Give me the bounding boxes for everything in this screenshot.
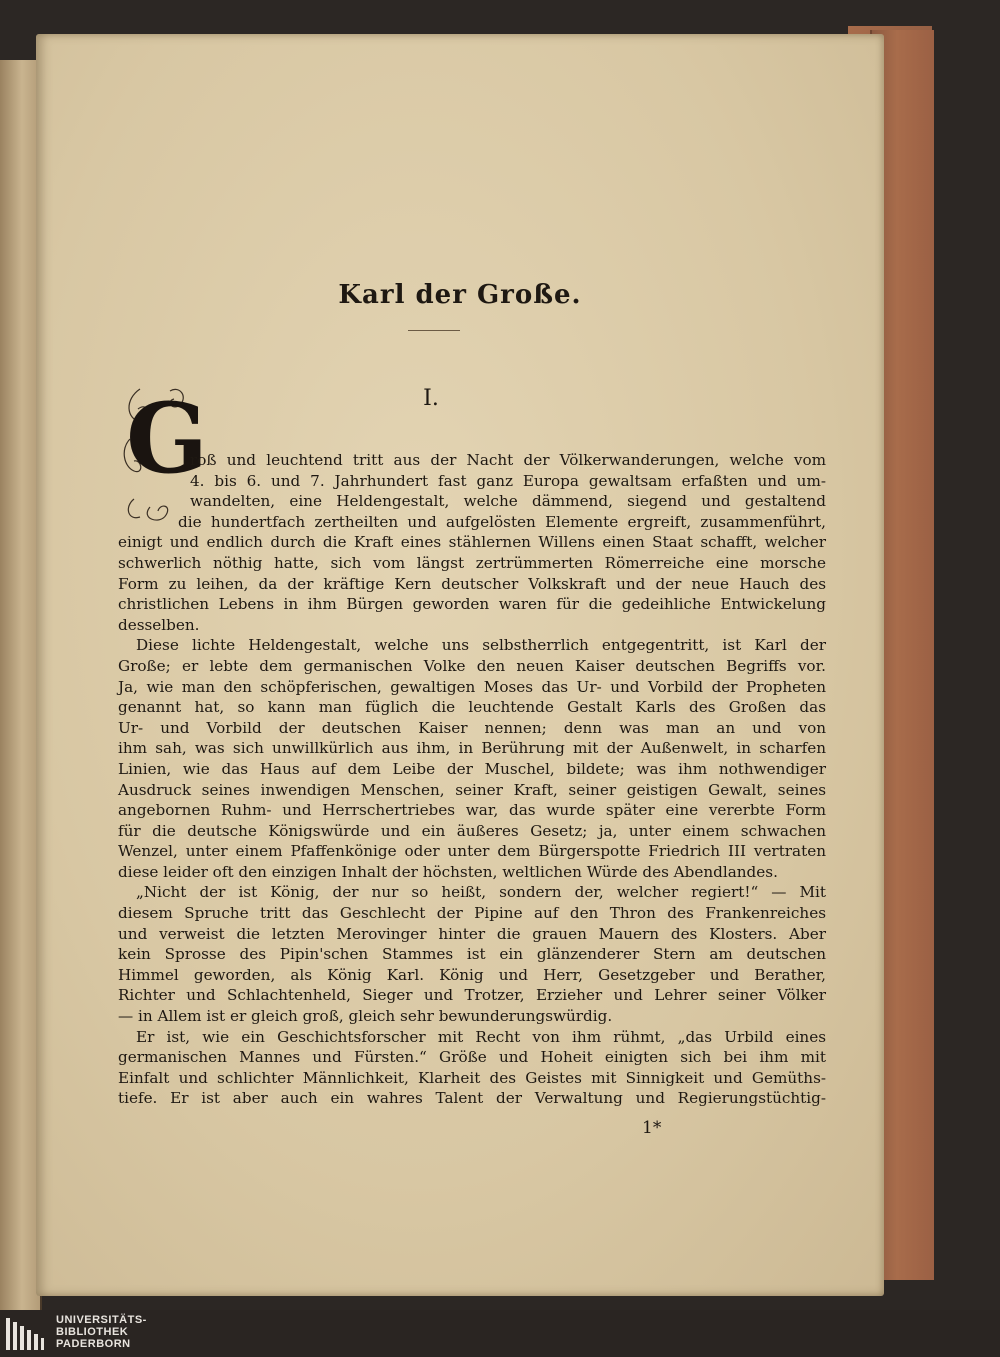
text-line: Er ist, wie ein Geschichtsforscher mit Recht von ihm rühmt, „das Urbild eines	[136, 1027, 826, 1046]
text-line: „Nicht der ist König, der nur so heißt, sondern der, welcher regiert!“ — Mit	[136, 883, 826, 902]
text-line: tiefe. Er ist aber auch ein wahres Talent der Verwaltung und Regierungstüchtig-	[118, 1089, 826, 1108]
text-line: Richter und Schlachtenheld, Sieger und Trotzer, Erzieher und Lehrer seiner Völker	[118, 986, 826, 1005]
text-line: kein Sprosse des Pipin'schen Stammes ist ein glänzenderer Stern am deutschen	[118, 945, 826, 964]
text-line: wandelten, eine Heldengestalt, welche dämmend, siegend und gestaltend	[190, 492, 826, 511]
text-line: diese leider oft den einzigen Inhalt der höchsten, weltlichen Würde des Abendlandes.	[118, 862, 778, 881]
text-line: und verweist die letzten Merovinger hinter die grauen Mauern des Klosters. Aber	[118, 924, 826, 943]
text-line: Einfalt und schlichter Männlichkeit, Klarheit des Geistes mit Sinnigkeit und Gemüths-	[118, 1068, 826, 1087]
title-divider	[408, 330, 460, 331]
initial-letter: G	[126, 382, 208, 495]
text-line: Diese lichte Heldengestalt, welche uns selbstherrlich entgegentritt, ist Karl der	[136, 636, 826, 655]
page-signature: 1*	[642, 1118, 662, 1138]
text-line: Ausdruck seines inwendigen Menschen, seiner Kraft, seiner geistigen Gewalt, seines	[118, 780, 826, 799]
text-line: desselben.	[118, 615, 200, 634]
text-line: Ja, wie man den schöpferischen, gewaltigen Moses das Ur- und Vorbild der Propheten	[118, 677, 826, 696]
library-name	[56, 1314, 147, 1350]
text-line: — in Allem ist er gleich groß, gleich sehr bewunderungswürdig.	[118, 1007, 613, 1026]
text-line: angebornen Ruhm- und Herrschertriebes war, das wurde später eine vererbte Form	[118, 801, 826, 820]
book-page	[36, 34, 884, 1296]
text-line: einigt und endlich durch die Kraft eines stählernen Willens einen Staat schafft, welcher	[118, 533, 826, 552]
text-line: christlichen Lebens in ihm Bürgen geworden waren für die gedeihliche Entwickelung	[118, 595, 826, 614]
text-line: roß und leuchtend tritt aus der Nacht der Völkerwanderungen, welche vom	[190, 451, 826, 469]
text-line: schwerlich nöthig hatte, sich vom längst zertrümmerten Römerreiche eine morsche	[118, 553, 826, 572]
chapter-number: I.	[423, 386, 439, 411]
library-logo-icon	[6, 1318, 44, 1350]
body-text	[118, 450, 826, 1109]
text-line: Ur- und Vorbild der deutschen Kaiser nennen; denn was man an und von	[118, 718, 826, 737]
text-line: Linien, wie das Haus auf dem Leibe der Muschel, bildete; was ihm nothwendiger	[118, 759, 826, 778]
text-line: für die deutsche Königswürde und ein äußeres Gesetz; ja, unter einem schwachen	[118, 821, 826, 840]
text-line: Form zu leihen, da der kräftige Kern deutscher Volkskraft und der neue Hauch des	[118, 574, 826, 593]
text-line: germanischen Mannes und Fürsten.“ Größe und Hoheit einigten sich bei ihm mit	[118, 1048, 826, 1067]
text-line: genannt hat, so kann man füglich die leuchtende Gestalt Karls des Großen das	[118, 698, 826, 717]
text-line: die hundertfach zertheilten und aufgelösten Elemente ergreift, zusammenführt,	[178, 512, 826, 531]
library-name-line: BIBLIOTHEK	[56, 1326, 129, 1338]
text-line: diesem Spruche tritt das Geschlecht der Pipine auf den Thron des Frankenreiches	[118, 904, 826, 923]
library-name-line: PADERBORN	[56, 1338, 131, 1350]
text-line: Himmel geworden, als König Karl. König und Herr, Gesetzgeber und Berather,	[118, 965, 826, 984]
text-line: 4. bis 6. und 7. Jahrhundert fast ganz Europa gewaltsam erfaßten und um-	[190, 471, 826, 490]
library-logo	[6, 1310, 236, 1357]
library-name-line: UNIVERSITÄTS-	[56, 1314, 147, 1326]
text-line: Große; er lebte dem germanischen Volke den neuen Kaiser deutschen Begriffs vor.	[118, 656, 826, 675]
text-line: ihm sah, was sich unwillkürlich aus ihm, in Berührung mit der Außenwelt, in scharfen	[118, 739, 826, 758]
text-line: Wenzel, unter einem Pfaffenkönige oder unter dem Bürgerspotte Friedrich III vertraten	[118, 842, 826, 861]
page-title: Karl der Große.	[338, 280, 582, 310]
